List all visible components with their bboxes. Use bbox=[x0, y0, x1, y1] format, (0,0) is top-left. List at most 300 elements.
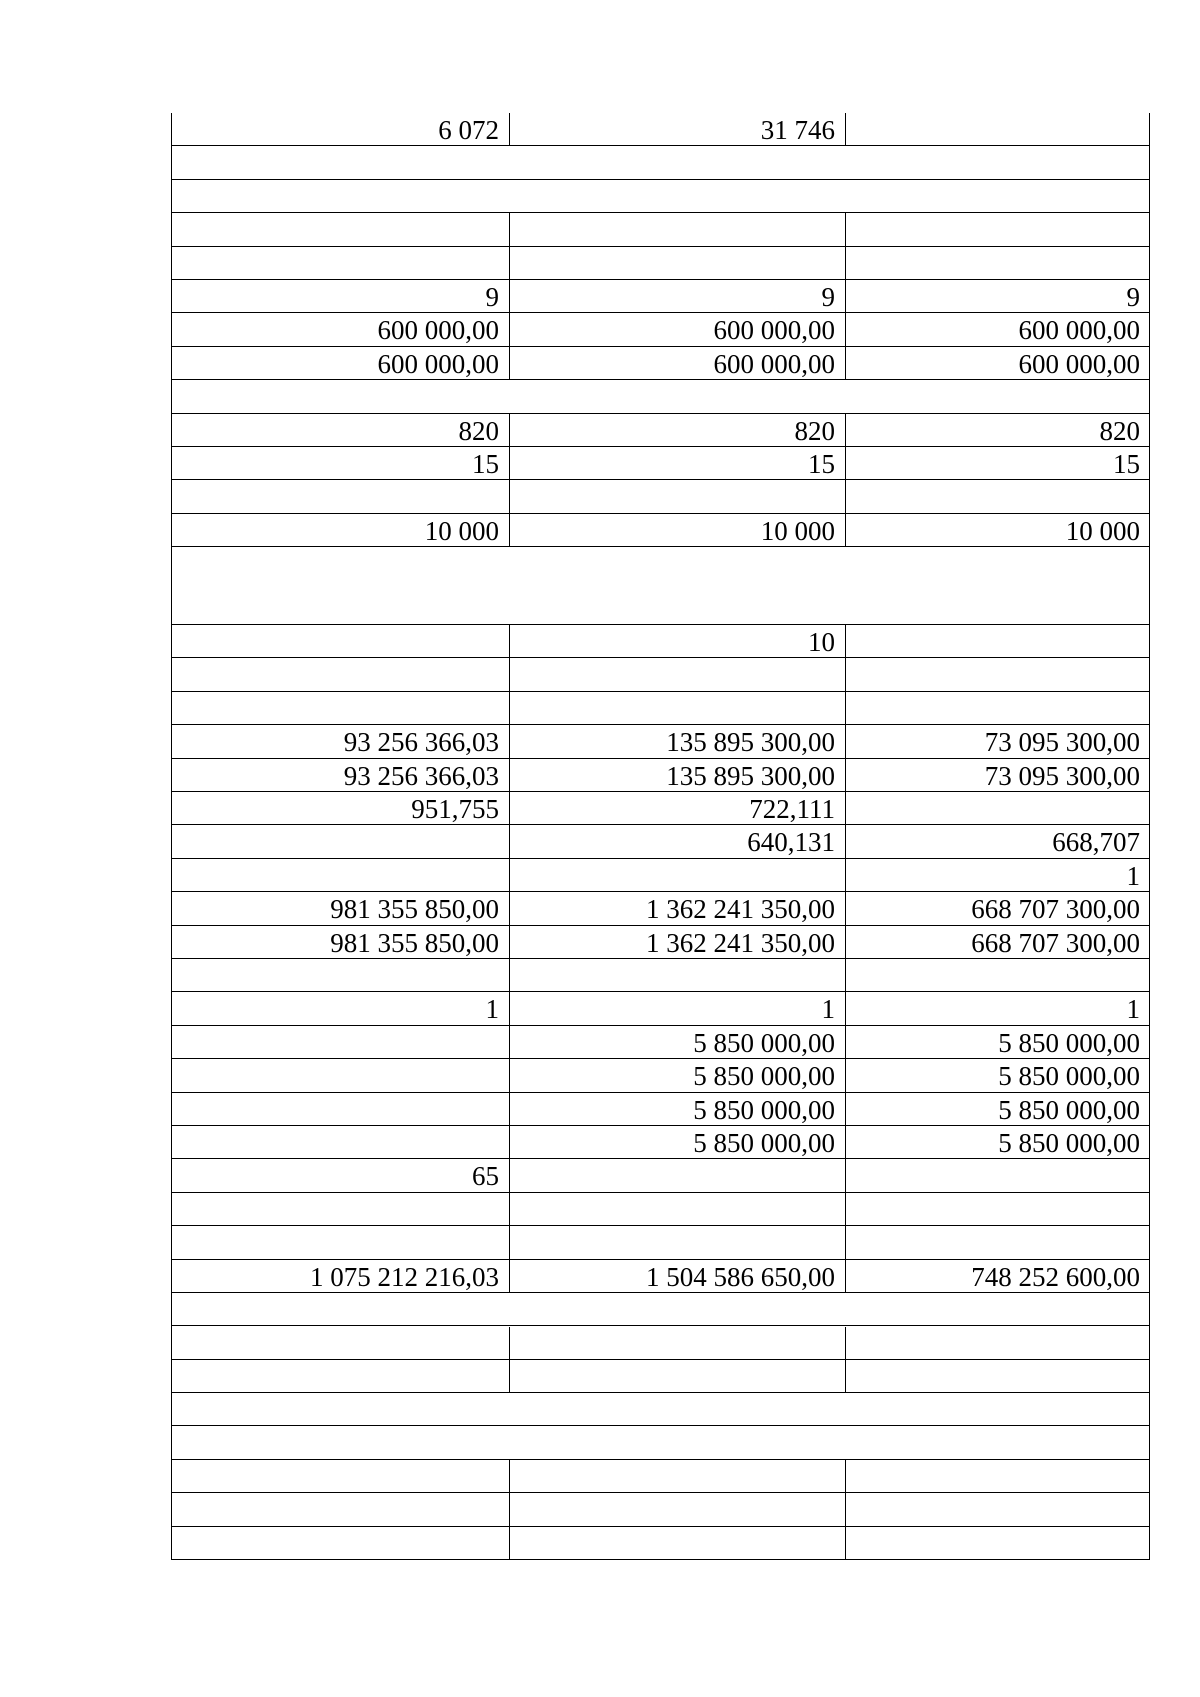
table-row bbox=[171, 1460, 1150, 1493]
table-border-right bbox=[1149, 313, 1150, 346]
table-border-right bbox=[1149, 1427, 1150, 1460]
column-divider bbox=[845, 1026, 846, 1059]
table-border-right bbox=[1149, 146, 1150, 179]
table-border-right bbox=[1149, 1260, 1150, 1293]
table-cell bbox=[171, 692, 509, 724]
column-divider bbox=[509, 414, 510, 447]
table-cell bbox=[845, 959, 1150, 991]
table-border-left bbox=[171, 1494, 172, 1527]
table-cell: 951,755 bbox=[411, 794, 499, 825]
table-border-left bbox=[171, 1360, 172, 1393]
table-cell: 15 bbox=[808, 448, 835, 479]
table-cell bbox=[171, 1393, 509, 1425]
table-border-right bbox=[1149, 213, 1150, 246]
table-border-left bbox=[171, 792, 172, 825]
table-cell: 640,131 bbox=[747, 827, 835, 858]
column-divider bbox=[509, 826, 510, 859]
column-divider bbox=[509, 759, 510, 792]
table-border-left bbox=[171, 859, 172, 892]
table-cell: 820 bbox=[458, 415, 499, 446]
table-border-right bbox=[1149, 1293, 1150, 1326]
column-divider bbox=[509, 993, 510, 1026]
table-border-right bbox=[1149, 625, 1150, 658]
table-border-left bbox=[171, 180, 172, 213]
table-cell: 668 707 300,00 bbox=[971, 927, 1140, 958]
table-cell: 10 000 bbox=[424, 515, 499, 546]
column-divider bbox=[845, 1160, 846, 1193]
table-cell: 1 075 212 216,03 bbox=[310, 1261, 499, 1292]
table-cell: 73 095 300,00 bbox=[984, 760, 1140, 791]
table-cell bbox=[171, 213, 509, 245]
table-row bbox=[171, 1026, 1150, 1059]
table-border-right bbox=[1149, 859, 1150, 892]
table-row bbox=[171, 1193, 1150, 1226]
table-cell: 135 895 300,00 bbox=[666, 760, 835, 791]
table-cell: 1 bbox=[821, 994, 835, 1025]
table-cell: 600 000,00 bbox=[713, 315, 835, 346]
table-cell: 6 072 bbox=[438, 115, 499, 145]
table-cell: 820 bbox=[1099, 415, 1140, 446]
column-divider bbox=[509, 725, 510, 758]
table-row bbox=[171, 959, 1150, 992]
table-border-left bbox=[171, 1126, 172, 1159]
table-cell: 820 bbox=[794, 415, 835, 446]
table-cell bbox=[171, 959, 509, 991]
column-divider bbox=[845, 725, 846, 758]
column-divider bbox=[509, 1093, 510, 1126]
column-divider bbox=[845, 692, 846, 725]
table-cell bbox=[509, 1493, 845, 1525]
table-cell: 1 bbox=[485, 994, 499, 1025]
column-divider bbox=[509, 347, 510, 380]
column-divider bbox=[509, 1026, 510, 1059]
table-cell: 981 355 850,00 bbox=[330, 927, 499, 958]
table-border-right bbox=[1149, 1527, 1150, 1560]
table-cell: 10 000 bbox=[760, 515, 835, 546]
table-row bbox=[171, 926, 1150, 959]
table-cell bbox=[171, 825, 509, 857]
table-row bbox=[171, 414, 1150, 447]
column-divider bbox=[845, 1494, 846, 1527]
column-divider bbox=[509, 1126, 510, 1159]
table-row bbox=[171, 1260, 1150, 1293]
column-divider bbox=[845, 993, 846, 1026]
table-border-right bbox=[1149, 1494, 1150, 1527]
table-row bbox=[171, 213, 1150, 246]
table-cell bbox=[171, 1293, 509, 1325]
table-row bbox=[171, 658, 1150, 691]
table-border-right bbox=[1149, 826, 1150, 859]
table-border-right bbox=[1149, 1393, 1150, 1426]
table-border-left bbox=[171, 1293, 172, 1326]
table-cell bbox=[171, 247, 509, 279]
column-divider bbox=[509, 313, 510, 346]
table-cell bbox=[845, 1226, 1150, 1258]
column-divider bbox=[509, 1260, 510, 1293]
table-border-right bbox=[1149, 993, 1150, 1026]
table-border-left bbox=[171, 514, 172, 547]
table-cell: 5 850 000,00 bbox=[693, 1027, 835, 1058]
table-row bbox=[171, 992, 1150, 1025]
table-border-right bbox=[1149, 1193, 1150, 1226]
table-row bbox=[171, 146, 1150, 179]
table-row bbox=[171, 113, 1150, 146]
table-cell: 600 000,00 bbox=[713, 348, 835, 379]
table-border-left bbox=[171, 480, 172, 513]
table-row bbox=[171, 859, 1150, 892]
column-divider bbox=[509, 1460, 510, 1493]
table-cell bbox=[171, 146, 509, 178]
table-cell bbox=[171, 625, 509, 657]
column-divider bbox=[509, 625, 510, 658]
table-cell: 1 bbox=[1126, 860, 1140, 891]
column-divider bbox=[509, 447, 510, 480]
table-cell: 668 707 300,00 bbox=[971, 894, 1140, 925]
column-divider bbox=[845, 247, 846, 280]
table-row bbox=[171, 892, 1150, 925]
table-cell bbox=[171, 1493, 509, 1525]
table-row bbox=[171, 313, 1150, 346]
column-divider bbox=[845, 1193, 846, 1226]
table-row bbox=[171, 247, 1150, 280]
table-cell bbox=[171, 859, 509, 891]
column-divider bbox=[509, 1360, 510, 1393]
table-border-left bbox=[171, 414, 172, 447]
column-divider bbox=[509, 1193, 510, 1226]
table-border-left bbox=[171, 280, 172, 313]
table-cell bbox=[845, 1193, 1150, 1225]
table-border-left bbox=[171, 547, 172, 625]
table-cell bbox=[509, 1460, 845, 1492]
column-divider bbox=[845, 792, 846, 825]
column-divider bbox=[845, 1327, 846, 1360]
table-cell bbox=[845, 1360, 1150, 1392]
column-divider bbox=[509, 1494, 510, 1527]
column-divider bbox=[509, 959, 510, 992]
table-border-right bbox=[1149, 447, 1150, 480]
column-divider bbox=[845, 892, 846, 925]
table-cell: 1 bbox=[1126, 994, 1140, 1025]
table-cell: 1 362 241 350,00 bbox=[646, 927, 835, 958]
column-divider bbox=[509, 1327, 510, 1360]
table-cell: 73 095 300,00 bbox=[984, 727, 1140, 758]
table-row bbox=[171, 380, 1150, 413]
table-row bbox=[171, 1493, 1150, 1526]
table-cell bbox=[171, 1527, 509, 1559]
table-border-right bbox=[1149, 1360, 1150, 1393]
table-cell bbox=[509, 1360, 845, 1392]
column-divider bbox=[845, 1527, 846, 1560]
column-divider bbox=[845, 113, 846, 146]
table-border-right bbox=[1149, 1126, 1150, 1159]
column-divider bbox=[509, 692, 510, 725]
table-border-left bbox=[171, 725, 172, 758]
column-divider bbox=[845, 414, 846, 447]
table-row bbox=[171, 625, 1150, 658]
table-border-right bbox=[1149, 347, 1150, 380]
table-border-left bbox=[171, 625, 172, 658]
table-border-right bbox=[1149, 725, 1150, 758]
table-border-left bbox=[171, 1193, 172, 1226]
table-row bbox=[171, 547, 1150, 625]
table-border-left bbox=[171, 1527, 172, 1560]
table-border-left bbox=[171, 1059, 172, 1092]
table-cell: 9 bbox=[821, 281, 835, 312]
column-divider bbox=[845, 514, 846, 547]
table-border-right bbox=[1149, 1026, 1150, 1059]
column-divider bbox=[845, 347, 846, 380]
table-cell: 722,111 bbox=[749, 794, 835, 825]
table-cell bbox=[171, 1059, 509, 1091]
table-border-right bbox=[1149, 659, 1150, 692]
table-border-left bbox=[171, 247, 172, 280]
table-border-right bbox=[1149, 480, 1150, 513]
table-row bbox=[171, 1126, 1150, 1159]
column-divider bbox=[845, 1093, 846, 1126]
table-border-left bbox=[171, 1460, 172, 1493]
table-border-left bbox=[171, 1026, 172, 1059]
table-cell bbox=[171, 480, 509, 512]
table-border-right bbox=[1149, 180, 1150, 213]
column-divider bbox=[845, 625, 846, 658]
table-cell bbox=[171, 1193, 509, 1225]
table-cell: 5 850 000,00 bbox=[998, 1027, 1140, 1058]
table-cell: 981 355 850,00 bbox=[330, 894, 499, 925]
table-cell: 600 000,00 bbox=[1018, 315, 1140, 346]
table-row bbox=[171, 180, 1150, 213]
table-border-left bbox=[171, 313, 172, 346]
table-cell: 5 850 000,00 bbox=[693, 1061, 835, 1092]
table-border-left bbox=[171, 213, 172, 246]
table-cell bbox=[845, 658, 1150, 690]
table-cell bbox=[845, 113, 1150, 145]
table-row bbox=[171, 480, 1150, 513]
column-divider bbox=[509, 792, 510, 825]
table-cell bbox=[171, 180, 509, 212]
table-cell bbox=[171, 1026, 509, 1058]
table-cell: 600 000,00 bbox=[377, 315, 499, 346]
table-cell bbox=[509, 959, 845, 991]
table-row bbox=[171, 1293, 1150, 1326]
column-divider bbox=[845, 213, 846, 246]
table-cell bbox=[845, 1460, 1150, 1492]
table-cell bbox=[845, 1326, 1150, 1358]
table-border-right bbox=[1149, 692, 1150, 725]
table-border-right bbox=[1149, 1059, 1150, 1092]
table-border-left bbox=[171, 1226, 172, 1259]
table-border-right bbox=[1149, 414, 1150, 447]
data-table bbox=[171, 113, 1150, 1560]
column-divider bbox=[845, 313, 846, 346]
table-row bbox=[171, 347, 1150, 380]
column-divider bbox=[845, 1460, 846, 1493]
table-border-right bbox=[1149, 1460, 1150, 1493]
table-border-right bbox=[1149, 380, 1150, 413]
column-divider bbox=[845, 659, 846, 692]
table-row bbox=[171, 692, 1150, 725]
table-cell: 1 362 241 350,00 bbox=[646, 894, 835, 925]
table-cell: 10 bbox=[808, 627, 835, 658]
table-border-left bbox=[171, 1093, 172, 1126]
table-cell bbox=[171, 380, 509, 412]
table-cell bbox=[845, 1159, 1150, 1191]
table-border-right bbox=[1149, 547, 1150, 625]
column-divider bbox=[845, 759, 846, 792]
table-border-right bbox=[1149, 959, 1150, 992]
table-border-right bbox=[1149, 247, 1150, 280]
table-cell: 15 bbox=[1113, 448, 1140, 479]
table-border-right bbox=[1149, 514, 1150, 547]
table-row bbox=[171, 1059, 1150, 1092]
table-cell bbox=[509, 1527, 845, 1559]
table-border-right bbox=[1149, 1093, 1150, 1126]
column-divider bbox=[845, 1260, 846, 1293]
table-row bbox=[171, 725, 1150, 758]
table-cell: 600 000,00 bbox=[377, 348, 499, 379]
table-cell: 748 252 600,00 bbox=[971, 1261, 1140, 1292]
table-row bbox=[171, 1226, 1150, 1259]
table-cell: 668,707 bbox=[1052, 827, 1140, 858]
table-cell: 5 850 000,00 bbox=[693, 1094, 835, 1125]
table-row bbox=[171, 759, 1150, 792]
column-divider bbox=[509, 113, 510, 146]
table-cell bbox=[845, 692, 1150, 724]
table-border-left bbox=[171, 692, 172, 725]
column-divider bbox=[509, 659, 510, 692]
table-cell bbox=[509, 480, 845, 512]
table-cell: 5 850 000,00 bbox=[998, 1094, 1140, 1125]
table-cell bbox=[509, 1159, 845, 1191]
table-cell bbox=[171, 1460, 509, 1492]
table-cell: 93 256 366,03 bbox=[343, 760, 499, 791]
table-border-left bbox=[171, 1427, 172, 1460]
table-border-right bbox=[1149, 1327, 1150, 1360]
column-divider bbox=[845, 447, 846, 480]
table-border-right bbox=[1149, 926, 1150, 959]
table-cell: 93 256 366,03 bbox=[343, 727, 499, 758]
table-row bbox=[171, 825, 1150, 858]
table-cell bbox=[509, 1193, 845, 1225]
table-border-left bbox=[171, 1160, 172, 1193]
table-cell bbox=[509, 247, 845, 279]
table-cell: 5 850 000,00 bbox=[693, 1127, 835, 1158]
table-border-left bbox=[171, 113, 172, 146]
table-cell bbox=[509, 1326, 845, 1358]
column-divider bbox=[845, 1126, 846, 1159]
table-border-left bbox=[171, 926, 172, 959]
table-cell bbox=[171, 1326, 509, 1358]
column-divider bbox=[845, 859, 846, 892]
table-border-left bbox=[171, 1260, 172, 1293]
table-cell: 9 bbox=[1126, 281, 1140, 312]
column-divider bbox=[845, 959, 846, 992]
table-cell bbox=[845, 625, 1150, 657]
column-divider bbox=[509, 1059, 510, 1092]
column-divider bbox=[509, 247, 510, 280]
table-cell bbox=[509, 859, 845, 891]
table-border-left bbox=[171, 380, 172, 413]
table-cell bbox=[509, 1226, 845, 1258]
table-border-right bbox=[1149, 892, 1150, 925]
table-border-right bbox=[1149, 1226, 1150, 1259]
table-row bbox=[171, 1393, 1150, 1426]
table-cell bbox=[845, 480, 1150, 512]
table-border-left bbox=[171, 347, 172, 380]
table-cell bbox=[171, 1226, 509, 1258]
table-cell: 31 746 bbox=[760, 115, 835, 145]
table-cell bbox=[509, 213, 845, 245]
table-border-left bbox=[171, 993, 172, 1026]
table-cell: 5 850 000,00 bbox=[998, 1061, 1140, 1092]
column-divider bbox=[509, 213, 510, 246]
table-cell bbox=[171, 1126, 509, 1158]
table-row bbox=[171, 1326, 1150, 1359]
table-cell bbox=[845, 792, 1150, 824]
table-border-left bbox=[171, 447, 172, 480]
column-divider bbox=[845, 1360, 846, 1393]
table-row bbox=[171, 447, 1150, 480]
table-border-left bbox=[171, 146, 172, 179]
table-row bbox=[171, 792, 1150, 825]
column-divider bbox=[509, 280, 510, 313]
table-border-right bbox=[1149, 759, 1150, 792]
table-border-right bbox=[1149, 280, 1150, 313]
column-divider bbox=[845, 926, 846, 959]
table-cell bbox=[845, 213, 1150, 245]
table-cell bbox=[845, 247, 1150, 279]
table-cell bbox=[845, 1493, 1150, 1525]
table-border-right bbox=[1149, 792, 1150, 825]
column-divider bbox=[845, 280, 846, 313]
table-cell: 135 895 300,00 bbox=[666, 727, 835, 758]
table-cell bbox=[509, 658, 845, 690]
column-divider bbox=[845, 826, 846, 859]
table-row bbox=[171, 1426, 1150, 1459]
table-row bbox=[171, 1093, 1150, 1126]
column-divider bbox=[509, 1226, 510, 1259]
table-border-left bbox=[171, 826, 172, 859]
table-row bbox=[171, 1527, 1150, 1560]
table-cell: 10 000 bbox=[1065, 515, 1140, 546]
table-cell: 65 bbox=[472, 1161, 499, 1192]
table-border-left bbox=[171, 1393, 172, 1426]
table-border-right bbox=[1149, 113, 1150, 146]
column-divider bbox=[845, 1226, 846, 1259]
column-divider bbox=[509, 859, 510, 892]
table-row bbox=[171, 1159, 1150, 1192]
table-cell: 600 000,00 bbox=[1018, 348, 1140, 379]
column-divider bbox=[509, 1160, 510, 1193]
table-cell: 5 850 000,00 bbox=[998, 1127, 1140, 1158]
table-border-left bbox=[171, 659, 172, 692]
column-divider bbox=[845, 480, 846, 513]
table-row bbox=[171, 1360, 1150, 1393]
table-cell bbox=[171, 1426, 509, 1458]
table-border-right bbox=[1149, 1160, 1150, 1193]
table-border-left bbox=[171, 892, 172, 925]
column-divider bbox=[509, 892, 510, 925]
table-cell bbox=[171, 547, 509, 624]
table-border-left bbox=[171, 1327, 172, 1360]
column-divider bbox=[845, 1059, 846, 1092]
table-cell bbox=[509, 692, 845, 724]
table-cell bbox=[171, 1360, 509, 1392]
table-cell bbox=[171, 1093, 509, 1125]
table-cell bbox=[171, 658, 509, 690]
column-divider bbox=[509, 926, 510, 959]
table-cell bbox=[845, 1527, 1150, 1559]
table-border-left bbox=[171, 759, 172, 792]
